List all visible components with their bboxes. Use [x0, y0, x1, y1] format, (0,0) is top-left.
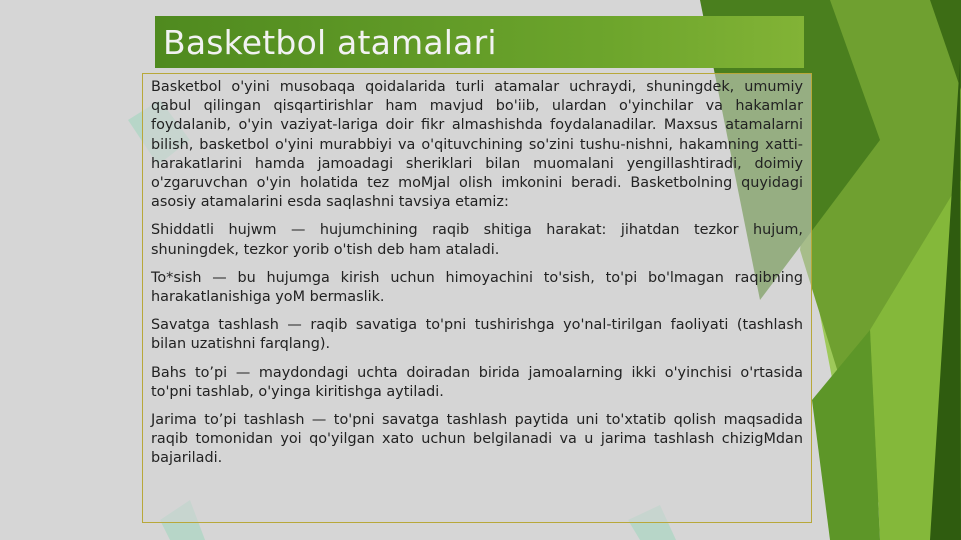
title-bar	[155, 16, 804, 68]
green-shape-6	[812, 330, 880, 540]
content-box	[142, 73, 812, 523]
slide-title: Basketbol atamalari	[163, 22, 497, 62]
paragraph-jarima-topi: Jarima to’pi tashlash — to'pni savatga tashlash paytida uni to'xtatib qolish maqsadida raqib tomonidan yoi qo'yilgan xato uchun belgilanadi va u jarima tashlash chizigMdan bajariladi.	[151, 412, 803, 467]
paragraph-savatga-tashlash: Savatga tashlash — raqib savatiga to'pni tushirishga yo'nal-tirilgan faoliyati (tashlash bilan uzatishni farqlang).	[151, 317, 803, 353]
paragraph-bahs-topi: Bahs to’pi — maydondagi uchta doiradan birida jamoalarning ikki o'yinchisi o'rtasida to'pni tashlab, o'yinga kiritishga aytiladi.	[151, 364, 803, 400]
paragraph-shiddatli-hujum: Shiddatli hujwm — hujumchining raqib shitiga harakat: jihatdan tezkor hujum, shuningdek, tezkor yorib o'tish deb ham ataladi.	[151, 222, 803, 258]
paragraph-intro: Basketbol o'yini musobaqa qoidalarida turli atamalar uchraydi, shuningdek, umumiy qabul qilingan qisqartirishlar ham mavjud bo'iib, ulardan o'yinchilar va hakamlar foydalanib, o'yin vaziyat-lariga doir fikr almashishda foydalanadilar. Maxsus atamalarni bilish, basketbol o'yini murabbiyi va o'qituvchining so'zini tushu-nishni, hakamning xatti-harakatlarini hamda jamoadagi sheriklari bilan muomalani yengillashtiradi, doimiy o'zgaruvchan o'yin holatida tez moMjal olish imkonini beradi. Basketbolning quyidagi asosiy atamalarini esda saqlashni tavsiya etamiz:	[151, 79, 803, 211]
paragraph-tosish: To*sish — bu hujumga kirish uchun himoyachini to'sish, to'pi bo'lmagan raqibning harakatlanishiga yoM bermaslik.	[151, 269, 803, 306]
